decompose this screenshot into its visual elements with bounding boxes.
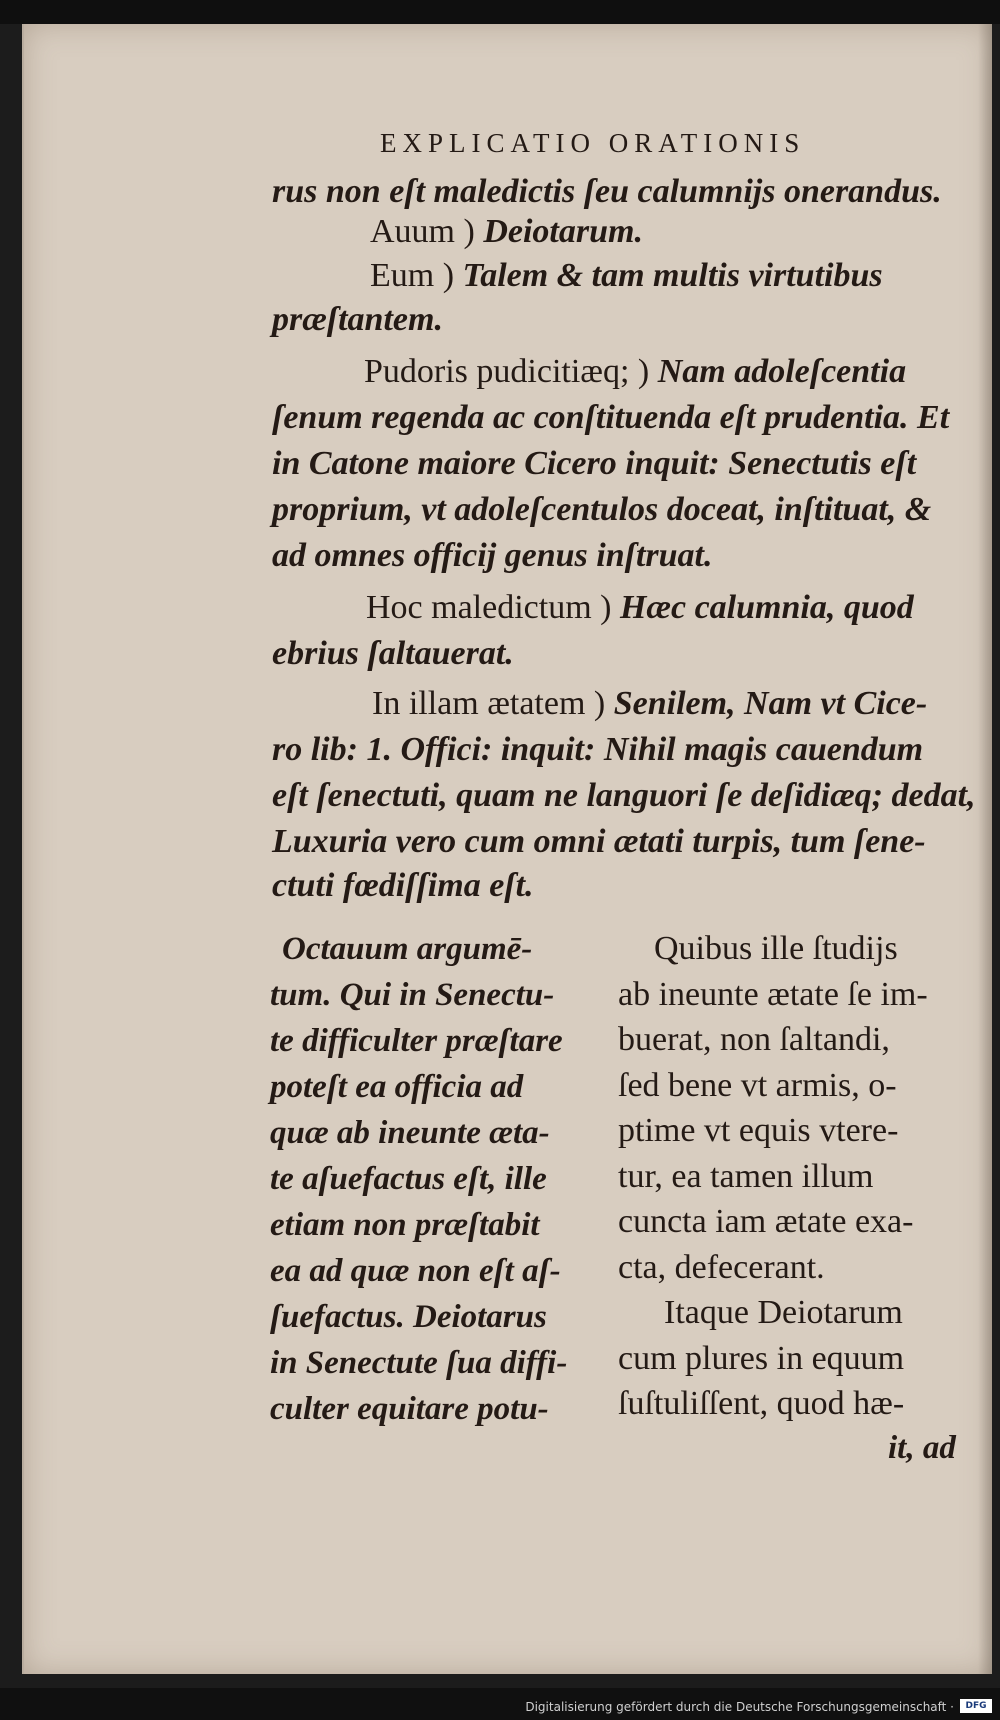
column-line: in Senectute ſua diffi- bbox=[270, 1345, 568, 1381]
column-line: ſed bene vt armis, o- bbox=[618, 1066, 897, 1104]
column-line: ab ineunte ætate ſe im- bbox=[618, 975, 928, 1013]
text-line: rus non eſt maledictis ſeu calumnijs onerandus. bbox=[272, 173, 942, 210]
top-scan-border bbox=[0, 0, 1000, 24]
text-line: proprium, vt adoleſcentulos doceat, inſtituat, & bbox=[272, 491, 932, 528]
text-line: Eum ) Talem & tam multis virtutibus bbox=[370, 257, 883, 294]
column-line: cta, defecerant. bbox=[618, 1248, 825, 1286]
column-line: cum plures in equum bbox=[618, 1339, 905, 1377]
text-line: Luxuria vero cum omni ætati turpis, tum ſene- bbox=[272, 823, 926, 860]
text-line: ſenum regenda ac conſtituenda eſt prudentia. Et bbox=[272, 399, 950, 436]
column-line: te aſuefactus eſt, ille bbox=[270, 1161, 547, 1197]
column-line: ſuefactus. Deiotarus bbox=[270, 1299, 547, 1335]
text-line: in Catone maiore Cicero inquit: Senectutis eſt bbox=[272, 445, 917, 482]
text-line: ebrius ſaltauerat. bbox=[272, 635, 514, 672]
text-line: præſtantem. bbox=[272, 301, 443, 338]
column-line: ea ad quæ non eſt aſ- bbox=[270, 1253, 561, 1289]
text-line: ad omnes officij genus inſtruat. bbox=[272, 537, 713, 574]
column-line: culter equitare potu- bbox=[270, 1391, 549, 1427]
column-line: buerat, non ſaltandi, bbox=[618, 1021, 890, 1058]
column-line: poteſt ea officia ad bbox=[270, 1069, 524, 1105]
column-line: tur, ea tamen illum bbox=[618, 1157, 874, 1195]
left-column-argument bbox=[270, 926, 570, 1432]
column-line: Quibus ille ſtudijs bbox=[654, 930, 898, 967]
column-line: te difficulter præſtare bbox=[270, 1023, 563, 1059]
dfg-logo-icon: DFG bbox=[960, 1699, 992, 1713]
funding-credit: Digitalisierung gefördert durch die Deutsche Forschungsgemeinschaft · bbox=[525, 1700, 954, 1714]
text-line: Hoc maledictum ) Hæc calumnia, quod bbox=[366, 589, 914, 626]
column-line: Octauum argumē- bbox=[282, 931, 533, 967]
column-line: ptime vt equis vtere- bbox=[618, 1112, 899, 1149]
text-line: ro lib: 1. Offici: inquit: Nihil magis cauendum bbox=[272, 731, 924, 768]
column-line: tum. Qui in Senectu- bbox=[270, 977, 555, 1013]
column-line: etiam non præſtabit bbox=[270, 1207, 540, 1243]
column-line: ſuſtuliſſent, quod hæ- bbox=[618, 1385, 905, 1422]
column-line: Itaque Deiotarum bbox=[664, 1294, 903, 1331]
column-line: cuncta iam ætate exa- bbox=[618, 1203, 914, 1240]
text-line: In illam ætatem ) Senilem, Nam vt Cice- bbox=[372, 685, 928, 722]
text-line: ctuti fœdiſſima eſt. bbox=[272, 867, 534, 904]
text-line: Auum ) Deiotarum. bbox=[370, 213, 643, 250]
text-line: eſt ſenectuti, quam ne languori ſe deſidiæq; dedat, bbox=[272, 777, 976, 814]
right-column-text bbox=[618, 926, 958, 1427]
running-header: EXPLICATIO ORATIONIS bbox=[380, 128, 806, 158]
catchword: it, ad bbox=[888, 1430, 956, 1466]
page-edge-shadow bbox=[978, 24, 992, 1674]
text-line: Pudoris pudicitiæq; ) Nam adoleſcentia bbox=[364, 353, 907, 390]
column-line: quæ ab ineunte æta- bbox=[270, 1115, 550, 1151]
